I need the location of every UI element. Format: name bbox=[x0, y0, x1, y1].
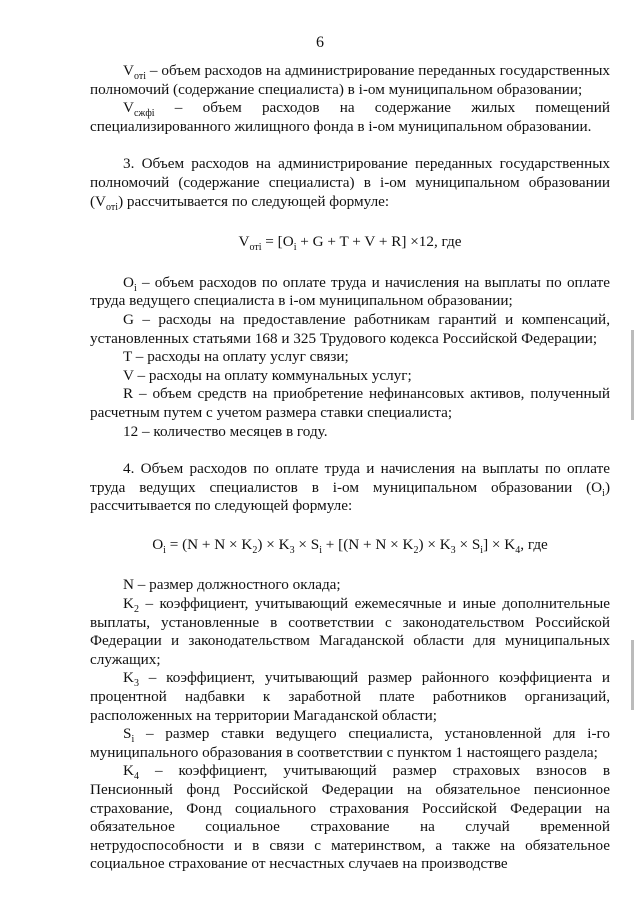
definition-n: N – размер должностного оклада; bbox=[123, 576, 341, 594]
section-3-intro: 3. Объем расходов на администрирование переданных государственных полномочий (содержание специалиста) в i-ом муниципальном образовании $(V_{отi})$ рассчитывается по следующей формуле: bbox=[90, 155, 610, 213]
definition-oi: $O_i$ – объем расходов по оплате труда и начисления на выплаты по оплате труда ведущего специалиста в i-ом муниципальном образовании; bbox=[90, 273, 610, 310]
scan-edge-mark bbox=[631, 330, 634, 420]
definition-vszhfi: $V_{сжфi}$ – объем расходов на содержание жилых помещений специализированного жилищного фонда в i-ом муниципальном образовании. bbox=[90, 99, 610, 135]
definition-r: R – объем средств на приобретение нефинансовых активов, полученный расчетным путем с учетом размера ставки специалиста; bbox=[90, 385, 610, 421]
definition-voti: $V_{отi}$ – объем расходов на администрирование переданных государственных полномочий (содержание специалиста) в i-ом муниципальном образовании; bbox=[90, 62, 610, 98]
page-number: 6 bbox=[316, 34, 324, 51]
section-4-intro: 4. Объем расходов по оплате труда и начисления на выплаты по оплате труда ведущих специалистов в i-ом муниципальном образовании $(O_i)$ рассчитывается по следующей формуле: bbox=[90, 460, 610, 515]
definition-t: T – расходы на оплату услуг связи; bbox=[123, 348, 349, 366]
formula-oi: $O_i = (N + N \times K_2) \times K_3 \times S_i + [(N + N \times K_2) \times K_3 \times S_i] \times K_4$, где bbox=[152, 535, 548, 556]
definition-k4: $K_4$ – коэффициент, учитывающий размер страховых взносов в Пенсионный фонд Российской Федерации на обязательное пенсионное страхование, Фонд социального страхования Российской Федерации на обязательное социальное страхование на случай временной нетрудоспособности и в связи с материнством, а также на обязательное социальное страхование от несчастных случаев на производстве bbox=[90, 762, 610, 873]
definition-k3: $K_3$ – коэффициент, учитывающий размер районного коэффициента и процентной надбавки к заработной плате работников организаций, расположенных на территории Магаданской области; bbox=[90, 669, 610, 724]
formula-voti: $V_{отi} = [O_i + G + T + V + R] \times 12$, где bbox=[238, 233, 462, 254]
document-body bbox=[90, 62, 610, 874]
definition-v: V – расходы на оплату коммунальных услуг; bbox=[123, 366, 412, 384]
definition-k2: $K_2$ – коэффициент, учитывающий ежемесячные и иные дополнительные выплаты, установленные в соответствии с законодательством Российской Федерации и законодательством Магаданской области для муниципальных служащих; bbox=[90, 595, 610, 668]
definition-g: G – расходы на предоставление работникам гарантий и компенсаций, установленных статьями 168 и 325 Трудового кодекса Российской Федерации; bbox=[90, 310, 610, 347]
definition-si: $S_i$ – размер ставки ведущего специалиста, установленной для i-го муниципального образования в соответствии с пунктом 1 настоящего раздела; bbox=[90, 725, 610, 761]
scan-edge-mark bbox=[631, 640, 634, 710]
definition-twelve: 12 – количество месяцев в году. bbox=[123, 422, 328, 440]
